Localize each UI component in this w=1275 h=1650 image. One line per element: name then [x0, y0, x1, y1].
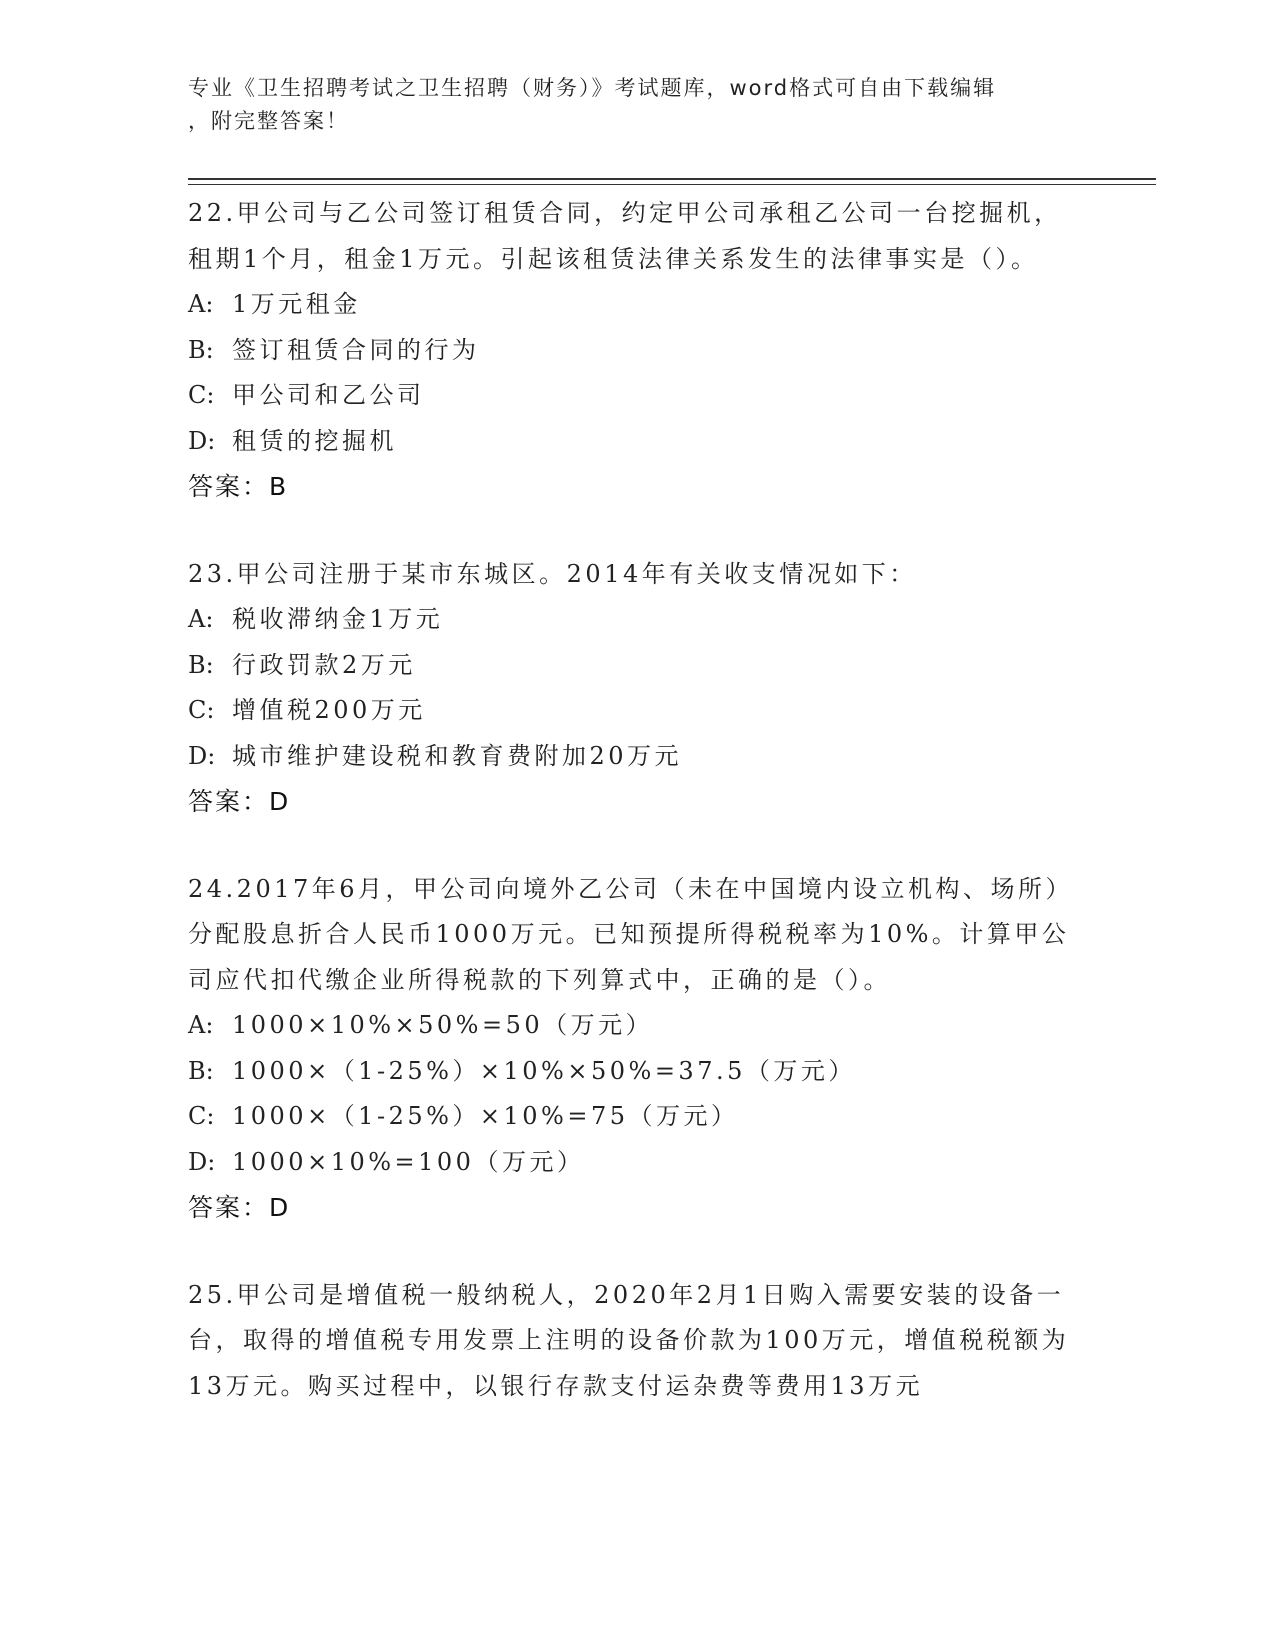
header-line-2: ，附完整答案！ — [188, 109, 349, 133]
header-divider-thin — [188, 184, 1156, 185]
option-text: 增值税200万元 — [232, 696, 426, 724]
option-text: 1000×（1-25%）×10%×50%=37.5（万元） — [232, 1056, 856, 1085]
option-d — [188, 419, 1088, 465]
option-a — [188, 1003, 1088, 1049]
option-text: 1万元租金 — [232, 290, 361, 318]
option-key: A: — [188, 605, 214, 633]
option-c — [188, 688, 1088, 734]
question-text: 24.2017年6月，甲公司向境外乙公司（未在中国境内设立机构、场所）分配股息折合人民币1000万元。已知预提所得税税率为10%。计算甲公司应代扣代缴企业所得税款的下列算式中，正确的是（）。 — [188, 874, 1074, 994]
option-key: C: — [188, 1102, 215, 1130]
option-c — [188, 373, 1088, 419]
answer-line: 答案：D — [188, 1193, 291, 1222]
option-b — [188, 328, 1088, 374]
option-key: C: — [188, 381, 215, 409]
option-text: 行政罚款2万元 — [232, 650, 416, 679]
question-23 — [188, 552, 1088, 825]
option-c — [188, 1094, 1088, 1140]
option-text: 1000×（1-25%）×10%=75（万元） — [232, 1102, 739, 1130]
question-list — [188, 191, 1088, 1451]
option-key: B: — [188, 650, 214, 679]
option-b — [188, 1049, 1088, 1095]
answer-line: 答案：B — [188, 472, 289, 501]
answer-line: 答案：D — [188, 787, 291, 816]
option-text: 租赁的挖掘机 — [232, 426, 397, 455]
option-text: 1000×10%×50%=50（万元） — [232, 1011, 654, 1039]
option-key: D: — [188, 741, 216, 770]
option-key: A: — [188, 1011, 214, 1039]
option-key: D: — [188, 1147, 216, 1176]
option-text: 签订租赁合同的行为 — [232, 335, 480, 364]
document-header — [188, 72, 1088, 138]
option-a — [188, 597, 1088, 643]
option-text: 1000×10%=100（万元） — [232, 1147, 585, 1176]
option-key: D: — [188, 426, 216, 455]
option-b — [188, 643, 1088, 689]
header-divider-thick — [188, 178, 1156, 180]
question-24 — [188, 867, 1088, 1231]
option-key: B: — [188, 1056, 214, 1085]
option-d — [188, 1140, 1088, 1186]
option-a — [188, 282, 1088, 328]
question-text: 22.甲公司与乙公司签订租赁合同，约定甲公司承租乙公司一台挖掘机，租期1个月，租金1万元。引起该租赁法律关系发生的法律事实是（）。 — [188, 199, 1062, 273]
option-key: C: — [188, 696, 215, 724]
question-22 — [188, 191, 1088, 510]
question-25 — [188, 1273, 1088, 1410]
option-text: 城市维护建设税和教育费附加20万元 — [232, 741, 683, 770]
option-text: 甲公司和乙公司 — [232, 381, 425, 409]
option-key: A: — [188, 290, 214, 318]
question-text: 23.甲公司注册于某市东城区。2014年有关收支情况如下： — [188, 559, 917, 588]
question-text: 25.甲公司是增值税一般纳税人，2020年2月1日购入需要安装的设备一台，取得的增值税专用发票上注明的设备价款为100万元，增值税税额为13万元。购买过程中，以银行存款支付运杂费等费用13万元 — [188, 1280, 1070, 1400]
option-d — [188, 734, 1088, 780]
option-text: 税收滞纳金1万元 — [232, 605, 444, 633]
option-key: B: — [188, 335, 214, 364]
header-line-1: 专业《卫生招聘考试之卫生招聘（财务）》考试题库，word格式可自由下载编辑 — [188, 76, 997, 100]
